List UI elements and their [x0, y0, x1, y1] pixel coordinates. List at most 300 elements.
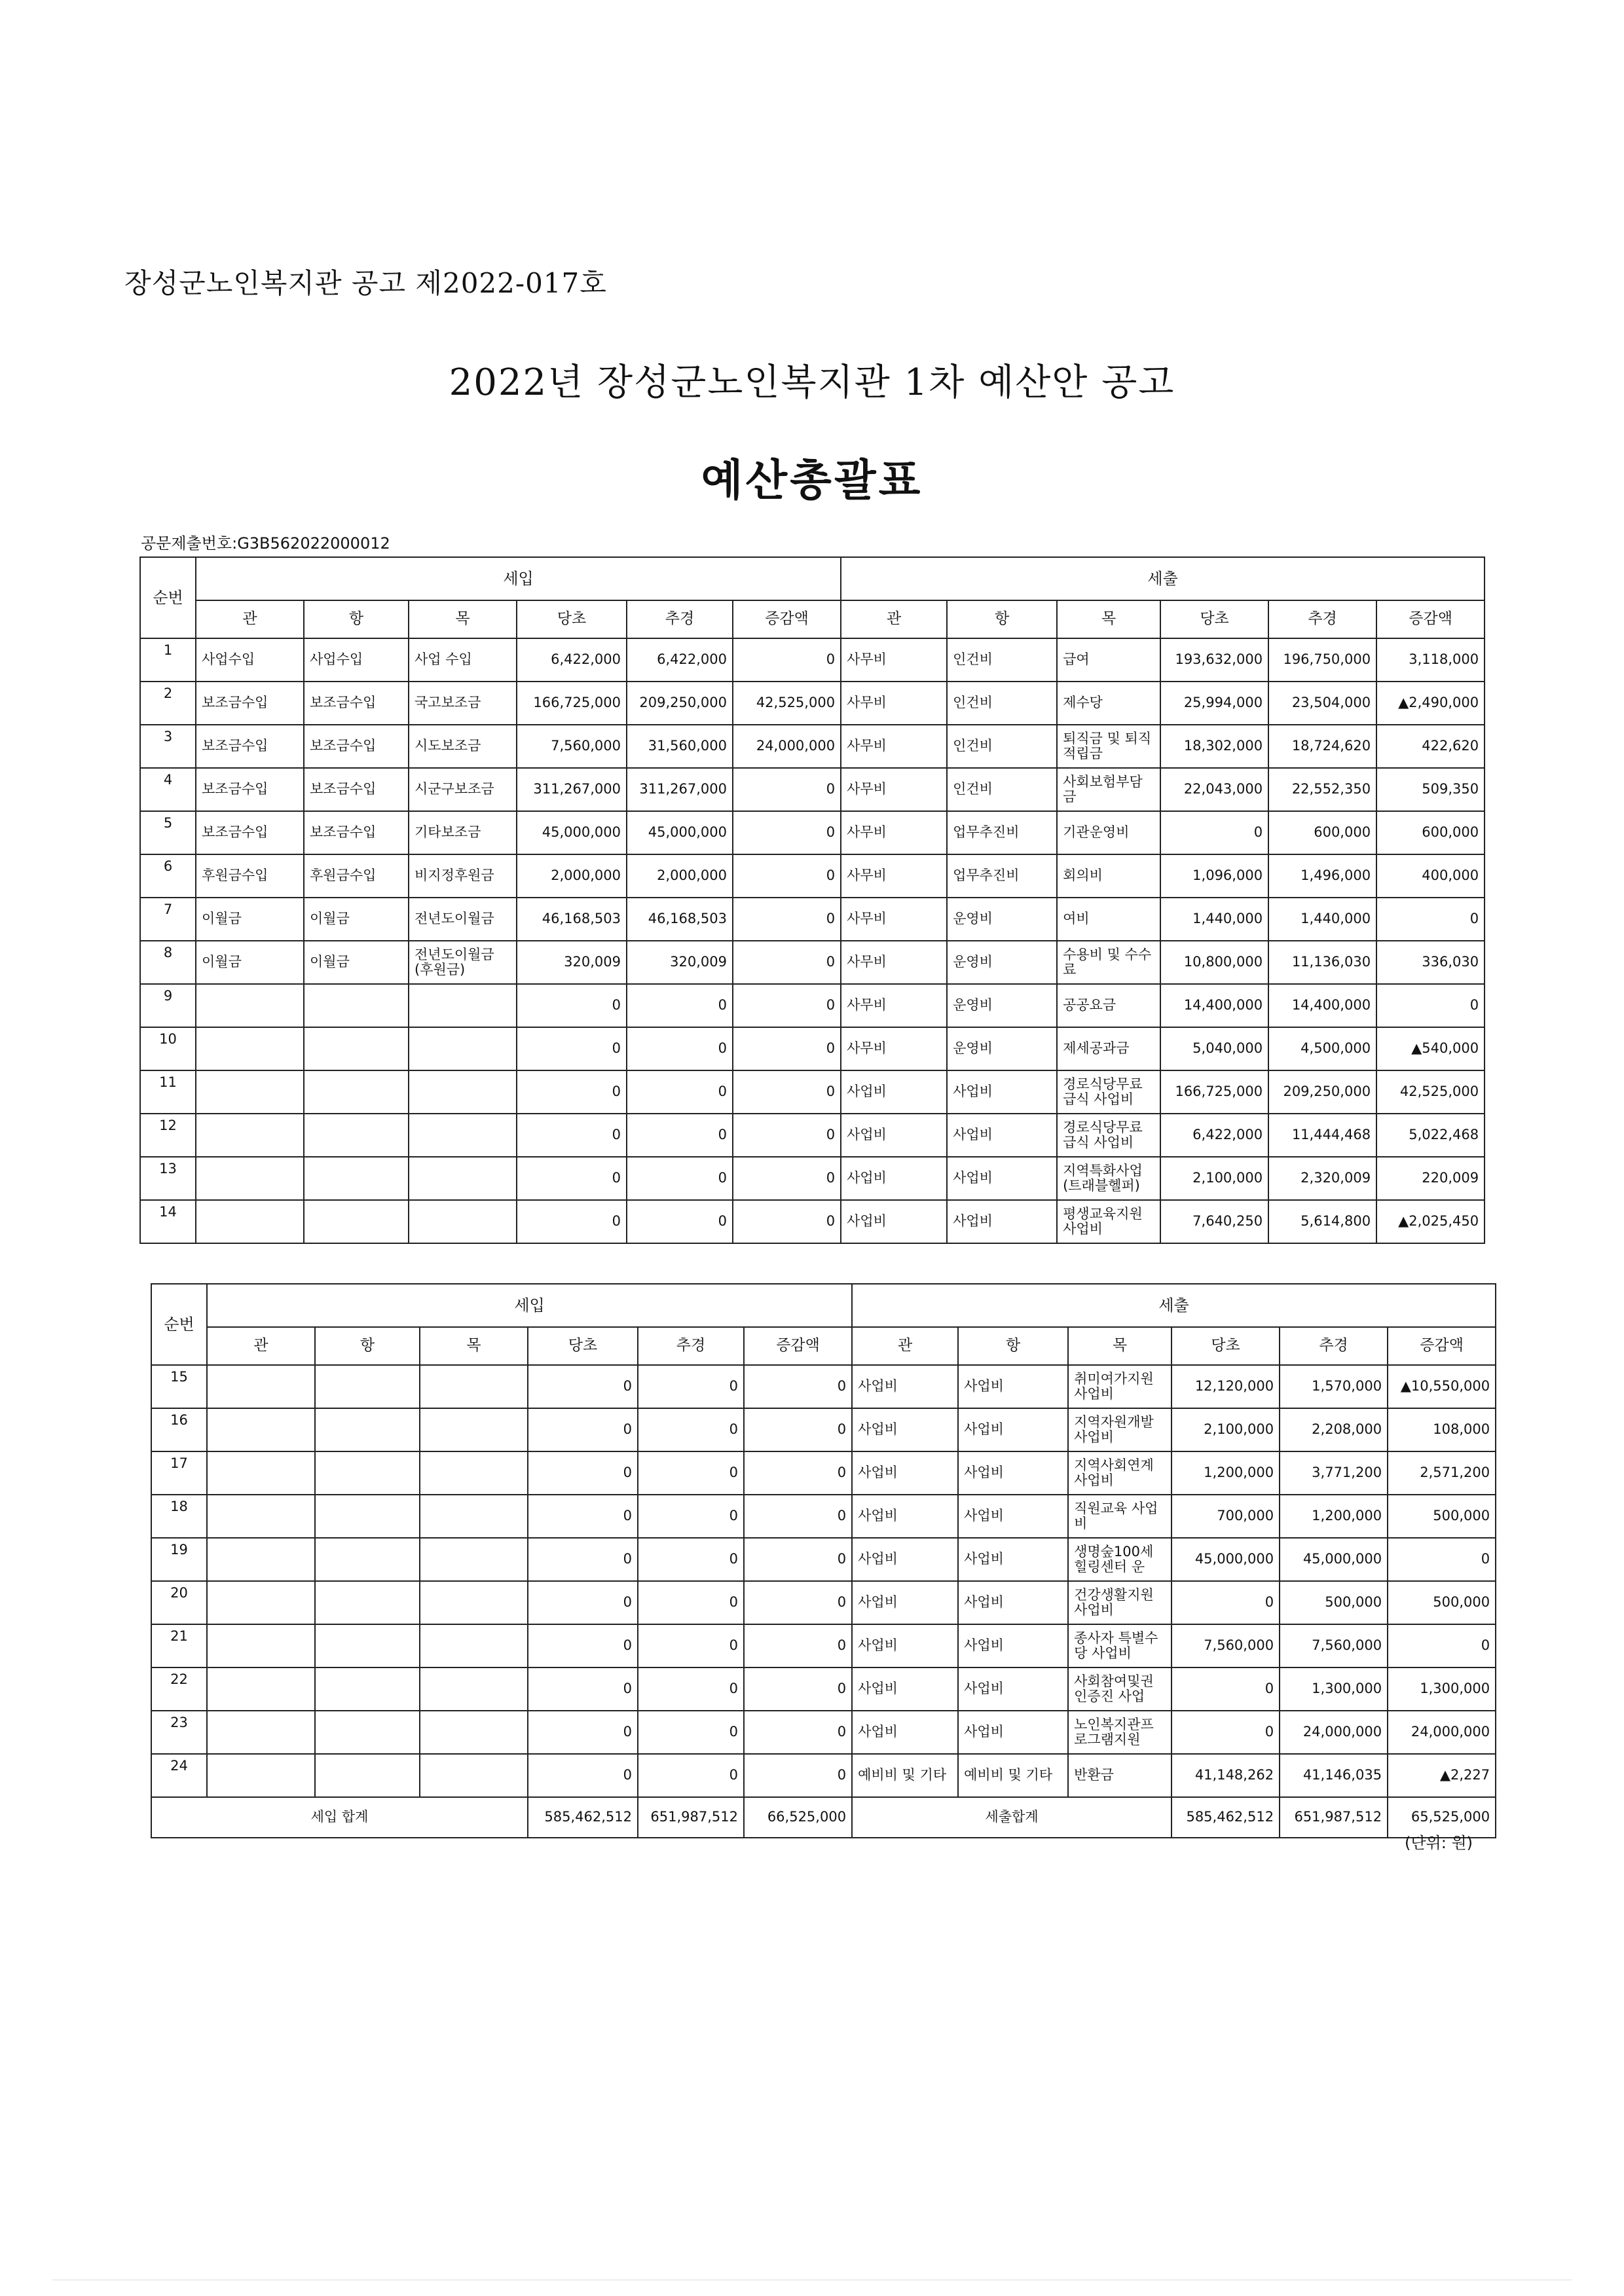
revenue-mok: [420, 1538, 528, 1581]
expenditure-revised: 41,146,035: [1280, 1754, 1388, 1797]
expenditure-hang: 사업비: [958, 1581, 1068, 1624]
expenditure-hang: 사업비: [958, 1624, 1068, 1667]
revenue-mok: [409, 1200, 517, 1243]
row-number: 10: [140, 1027, 196, 1070]
revenue-mok: [420, 1667, 528, 1711]
table-row: [151, 1365, 1496, 1408]
revenue-hang: 이월금: [304, 898, 409, 941]
expenditure-gwan: 사업비: [841, 1114, 947, 1157]
expenditure-gwan: 사무비: [841, 941, 947, 984]
expenditure-gwan: 사업비: [852, 1451, 958, 1495]
revenue-revised: 311,267,000: [627, 768, 733, 811]
row-number: 19: [151, 1538, 207, 1581]
row-number: 23: [151, 1711, 207, 1754]
revenue-gwan: [207, 1451, 315, 1495]
revenue-original: 7,560,000: [517, 725, 627, 768]
revenue-mok: 전년도이월금: [409, 898, 517, 941]
revenue-original: 0: [517, 1114, 627, 1157]
revenue-change: 0: [744, 1365, 852, 1408]
col-header-gwan: 관: [207, 1327, 315, 1365]
expenditure-revised: 22,552,350: [1268, 768, 1376, 811]
revenue-revised: 0: [627, 1157, 733, 1200]
revenue-header: 세입: [196, 557, 841, 600]
revenue-original: 0: [517, 1070, 627, 1114]
expenditure-gwan: 사무비: [841, 768, 947, 811]
expenditure-mok: 공공요금: [1057, 984, 1160, 1027]
revenue-gwan: [207, 1754, 315, 1797]
revenue-mok: 시도보조금: [409, 725, 517, 768]
row-number: 18: [151, 1495, 207, 1538]
expenditure-hang: 사업비: [947, 1070, 1057, 1114]
expenditure-gwan: 사무비: [841, 682, 947, 725]
revenue-hang: 사업수입: [304, 638, 409, 682]
row-number: 9: [140, 984, 196, 1027]
table-row: [151, 1408, 1496, 1451]
revenue-change: 42,525,000: [733, 682, 841, 725]
expenditure-hang: 사업비: [958, 1711, 1068, 1754]
revenue-mok: [409, 984, 517, 1027]
revenue-hang: 보조금수입: [304, 725, 409, 768]
expenditure-hang: 업무추진비: [947, 854, 1057, 898]
expenditure-original: 22,043,000: [1160, 768, 1268, 811]
col-header-change: 증감액: [1388, 1327, 1496, 1365]
col-header-mok: 목: [1068, 1327, 1172, 1365]
table-row: [140, 984, 1485, 1027]
row-number: 3: [140, 725, 196, 768]
col-header-original: 당초: [528, 1327, 638, 1365]
revenue-change: 0: [744, 1581, 852, 1624]
revenue-total-change: 66,525,000: [744, 1797, 852, 1838]
expenditure-change: 220,009: [1376, 1157, 1485, 1200]
revenue-hang: [315, 1667, 420, 1711]
expenditure-change: 2,571,200: [1388, 1451, 1496, 1495]
revenue-change: 0: [733, 811, 841, 854]
revenue-gwan: 보조금수입: [196, 682, 304, 725]
revenue-mok: [420, 1408, 528, 1451]
col-header-revised: 추경: [1268, 600, 1376, 638]
expenditure-mok: 제세공과금: [1057, 1027, 1160, 1070]
expenditure-revised: 24,000,000: [1280, 1711, 1388, 1754]
revenue-gwan: [207, 1667, 315, 1711]
revenue-gwan: [196, 1157, 304, 1200]
expenditure-gwan: 사무비: [841, 811, 947, 854]
revenue-hang: [304, 984, 409, 1027]
expenditure-change: ▲540,000: [1376, 1027, 1485, 1070]
expenditure-hang: 인건비: [947, 725, 1057, 768]
revenue-original: 0: [528, 1408, 638, 1451]
revenue-gwan: 이월금: [196, 941, 304, 984]
row-number: 15: [151, 1365, 207, 1408]
revenue-header: 세입: [207, 1284, 852, 1327]
revenue-change: 0: [733, 984, 841, 1027]
col-header-gwan: 관: [852, 1327, 958, 1365]
revenue-hang: 보조금수입: [304, 682, 409, 725]
table-row: [140, 1157, 1485, 1200]
row-number: 11: [140, 1070, 196, 1114]
expenditure-gwan: 사업비: [852, 1711, 958, 1754]
revenue-original: 0: [517, 984, 627, 1027]
revenue-revised: 0: [627, 1114, 733, 1157]
revenue-revised: 0: [627, 984, 733, 1027]
expenditure-original: 7,640,250: [1160, 1200, 1268, 1243]
row-number: 17: [151, 1451, 207, 1495]
expenditure-change: 400,000: [1376, 854, 1485, 898]
expenditure-change: 0: [1376, 984, 1485, 1027]
expenditure-revised: 23,504,000: [1268, 682, 1376, 725]
totals-row: [151, 1797, 1496, 1838]
expenditure-hang: 인건비: [947, 638, 1057, 682]
revenue-gwan: [207, 1365, 315, 1408]
row-number: 22: [151, 1667, 207, 1711]
expenditure-mok: 제수당: [1057, 682, 1160, 725]
revenue-change: 0: [733, 1157, 841, 1200]
revenue-change: 0: [744, 1538, 852, 1581]
table-row: [140, 725, 1485, 768]
expenditure-change: 336,030: [1376, 941, 1485, 984]
expenditure-gwan: 사무비: [841, 725, 947, 768]
expenditure-mok: 지역사회연계사업비: [1068, 1451, 1172, 1495]
expenditure-mok: 회의비: [1057, 854, 1160, 898]
expenditure-original: 12,120,000: [1172, 1365, 1280, 1408]
expenditure-total-original: 585,462,512: [1172, 1797, 1280, 1838]
revenue-change: 0: [744, 1495, 852, 1538]
revenue-hang: 보조금수입: [304, 768, 409, 811]
expenditure-mok: 경로식당무료급식 사업비: [1057, 1114, 1160, 1157]
revenue-hang: [304, 1200, 409, 1243]
revenue-hang: [315, 1408, 420, 1451]
col-header-hang: 항: [315, 1327, 420, 1365]
revenue-mok: 사업 수입: [409, 638, 517, 682]
col-header-mok: 목: [1057, 600, 1160, 638]
revenue-change: 0: [733, 1200, 841, 1243]
revenue-original: 0: [528, 1581, 638, 1624]
expenditure-hang: 운영비: [947, 898, 1057, 941]
expenditure-original: 25,994,000: [1160, 682, 1268, 725]
col-header-mok: 목: [409, 600, 517, 638]
expenditure-original: 2,100,000: [1160, 1157, 1268, 1200]
revenue-gwan: [207, 1581, 315, 1624]
revenue-original: 45,000,000: [517, 811, 627, 854]
expenditure-revised: 11,444,468: [1268, 1114, 1376, 1157]
col-header-original: 당초: [517, 600, 627, 638]
expenditure-original: 5,040,000: [1160, 1027, 1268, 1070]
revenue-original: 0: [528, 1538, 638, 1581]
row-number: 5: [140, 811, 196, 854]
expenditure-total-label: 세출합계: [852, 1797, 1172, 1838]
expenditure-hang: 운영비: [947, 984, 1057, 1027]
revenue-original: 0: [517, 1200, 627, 1243]
expenditure-hang: 운영비: [947, 941, 1057, 984]
revenue-gwan: 이월금: [196, 898, 304, 941]
expenditure-mok: 급여: [1057, 638, 1160, 682]
expenditure-original: 1,440,000: [1160, 898, 1268, 941]
row-number: 21: [151, 1624, 207, 1667]
revenue-change: 0: [733, 768, 841, 811]
revenue-revised: 0: [638, 1581, 744, 1624]
expenditure-revised: 1,200,000: [1280, 1495, 1388, 1538]
revenue-gwan: [207, 1408, 315, 1451]
row-number: 20: [151, 1581, 207, 1624]
expenditure-gwan: 사업비: [841, 1070, 947, 1114]
row-number: 8: [140, 941, 196, 984]
table-row: [140, 1114, 1485, 1157]
revenue-revised: 0: [627, 1200, 733, 1243]
revenue-change: 0: [744, 1711, 852, 1754]
expenditure-original: 2,100,000: [1172, 1408, 1280, 1451]
budget-table-2: [151, 1283, 1496, 1838]
revenue-change: 0: [733, 638, 841, 682]
revenue-change: 0: [733, 898, 841, 941]
revenue-hang: [315, 1711, 420, 1754]
expenditure-revised: 1,440,000: [1268, 898, 1376, 941]
expenditure-mok: 평생교육지원사업비: [1057, 1200, 1160, 1243]
col-header-change: 증감액: [744, 1327, 852, 1365]
table-row: [140, 1070, 1485, 1114]
revenue-revised: 0: [638, 1451, 744, 1495]
revenue-gwan: 보조금수입: [196, 768, 304, 811]
expenditure-gwan: 사업비: [852, 1581, 958, 1624]
expenditure-gwan: 예비비 및 기타: [852, 1754, 958, 1797]
revenue-original: 320,009: [517, 941, 627, 984]
expenditure-total-revised: 651,987,512: [1280, 1797, 1388, 1838]
expenditure-gwan: 사무비: [841, 638, 947, 682]
revenue-hang: [315, 1624, 420, 1667]
revenue-gwan: [196, 1200, 304, 1243]
expenditure-revised: 5,614,800: [1268, 1200, 1376, 1243]
revenue-original: 0: [528, 1495, 638, 1538]
expenditure-gwan: 사업비: [852, 1667, 958, 1711]
expenditure-hang: 예비비 및 기타: [958, 1754, 1068, 1797]
revenue-change: 0: [744, 1451, 852, 1495]
col-header-original: 당초: [1172, 1327, 1280, 1365]
expenditure-change: 0: [1388, 1538, 1496, 1581]
row-number: 6: [140, 854, 196, 898]
row-number: 24: [151, 1754, 207, 1797]
table-row: [140, 854, 1485, 898]
revenue-revised: 46,168,503: [627, 898, 733, 941]
expenditure-revised: 11,136,030: [1268, 941, 1376, 984]
revenue-original: 311,267,000: [517, 768, 627, 811]
expenditure-revised: 45,000,000: [1280, 1538, 1388, 1581]
expenditure-hang: 인건비: [947, 682, 1057, 725]
revenue-revised: 31,560,000: [627, 725, 733, 768]
revenue-mok: [420, 1365, 528, 1408]
revenue-gwan: [196, 984, 304, 1027]
expenditure-revised: 1,570,000: [1280, 1365, 1388, 1408]
expenditure-mok: 생명숲100세힐링센터 운: [1068, 1538, 1172, 1581]
revenue-original: 0: [528, 1754, 638, 1797]
expenditure-hang: 사업비: [958, 1451, 1068, 1495]
table-row: [140, 898, 1485, 941]
col-header-revised: 추경: [627, 600, 733, 638]
revenue-mok: [409, 1070, 517, 1114]
expenditure-hang: 업무추진비: [947, 811, 1057, 854]
expenditure-original: 1,200,000: [1172, 1451, 1280, 1495]
col-header-original: 당초: [1160, 600, 1268, 638]
expenditure-revised: 3,771,200: [1280, 1451, 1388, 1495]
revenue-original: 0: [517, 1027, 627, 1070]
col-header-change: 증감액: [1376, 600, 1485, 638]
revenue-change: 0: [744, 1667, 852, 1711]
revenue-revised: 0: [638, 1365, 744, 1408]
row-number: 1: [140, 638, 196, 682]
expenditure-revised: 1,300,000: [1280, 1667, 1388, 1711]
revenue-hang: [304, 1114, 409, 1157]
revenue-original: 0: [528, 1667, 638, 1711]
expenditure-gwan: 사무비: [841, 854, 947, 898]
revenue-original: 0: [528, 1711, 638, 1754]
table-row: [151, 1538, 1496, 1581]
revenue-revised: 209,250,000: [627, 682, 733, 725]
expenditure-hang: 사업비: [958, 1667, 1068, 1711]
revenue-revised: 0: [638, 1667, 744, 1711]
table-row: [151, 1754, 1496, 1797]
table-row: [151, 1711, 1496, 1754]
expenditure-mok: 직원교육 사업비: [1068, 1495, 1172, 1538]
expenditure-change: 42,525,000: [1376, 1070, 1485, 1114]
expenditure-revised: 500,000: [1280, 1581, 1388, 1624]
revenue-mok: [420, 1495, 528, 1538]
document-subtitle: 예산총괄표: [701, 455, 923, 505]
expenditure-change: 500,000: [1388, 1495, 1496, 1538]
expenditure-gwan: 사무비: [841, 1027, 947, 1070]
row-number: 7: [140, 898, 196, 941]
notice-number: 장성군노인복지관 공고 제2022-017호: [124, 267, 607, 299]
expenditure-mok: 건강생활지원사업비: [1068, 1581, 1172, 1624]
expenditure-change: 500,000: [1388, 1581, 1496, 1624]
expenditure-gwan: 사업비: [841, 1157, 947, 1200]
table-row: [140, 811, 1485, 854]
expenditure-original: 0: [1172, 1667, 1280, 1711]
expenditure-change: ▲2,490,000: [1376, 682, 1485, 725]
table-row: [140, 682, 1485, 725]
seq-header: 순번: [140, 557, 196, 638]
expenditure-original: 10,800,000: [1160, 941, 1268, 984]
expenditure-hang: 운영비: [947, 1027, 1057, 1070]
revenue-revised: 0: [638, 1624, 744, 1667]
revenue-original: 46,168,503: [517, 898, 627, 941]
expenditure-mok: 반환금: [1068, 1754, 1172, 1797]
revenue-original: 6,422,000: [517, 638, 627, 682]
revenue-revised: 0: [638, 1408, 744, 1451]
unit-note: (단위: 원): [1405, 1834, 1473, 1852]
row-number: 12: [140, 1114, 196, 1157]
revenue-original: 166,725,000: [517, 682, 627, 725]
expenditure-change: 3,118,000: [1376, 638, 1485, 682]
revenue-hang: [315, 1538, 420, 1581]
expenditure-gwan: 사업비: [841, 1200, 947, 1243]
revenue-gwan: [207, 1495, 315, 1538]
revenue-hang: 후원금수입: [304, 854, 409, 898]
revenue-revised: 320,009: [627, 941, 733, 984]
revenue-change: 0: [733, 854, 841, 898]
document-title: 2022년 장성군노인복지관 1차 예산안 공고: [449, 361, 1175, 404]
revenue-gwan: [207, 1538, 315, 1581]
revenue-mok: 비지정후원금: [409, 854, 517, 898]
revenue-mok: [409, 1157, 517, 1200]
expenditure-mok: 퇴직금 및 퇴직적립금: [1057, 725, 1160, 768]
revenue-hang: [304, 1157, 409, 1200]
revenue-mok: 국고보조금: [409, 682, 517, 725]
revenue-change: 0: [733, 941, 841, 984]
revenue-gwan: [196, 1027, 304, 1070]
expenditure-change: 5,022,468: [1376, 1114, 1485, 1157]
expenditure-revised: 196,750,000: [1268, 638, 1376, 682]
col-header-gwan: 관: [841, 600, 947, 638]
revenue-revised: 0: [638, 1754, 744, 1797]
revenue-change: 0: [744, 1408, 852, 1451]
revenue-gwan: [196, 1114, 304, 1157]
revenue-gwan: 보조금수입: [196, 725, 304, 768]
revenue-change: 0: [733, 1114, 841, 1157]
expenditure-gwan: 사업비: [852, 1408, 958, 1451]
expenditure-header: 세출: [841, 557, 1485, 600]
revenue-original: 0: [528, 1624, 638, 1667]
table-2-body: [151, 1365, 1496, 1797]
seq-header: 순번: [151, 1284, 207, 1365]
col-header-hang: 항: [947, 600, 1057, 638]
revenue-total-label: 세입 합계: [151, 1797, 528, 1838]
revenue-hang: [315, 1451, 420, 1495]
expenditure-mok: 사회보험부담금: [1057, 768, 1160, 811]
expenditure-mok: 지역특화사업 (트래블헬퍼): [1057, 1157, 1160, 1200]
revenue-total-revised: 651,987,512: [638, 1797, 744, 1838]
revenue-change: 0: [733, 1070, 841, 1114]
expenditure-hang: 사업비: [958, 1538, 1068, 1581]
revenue-revised: 0: [627, 1027, 733, 1070]
expenditure-change: ▲2,227: [1388, 1754, 1496, 1797]
revenue-hang: [315, 1581, 420, 1624]
expenditure-change: 509,350: [1376, 768, 1485, 811]
expenditure-gwan: 사업비: [852, 1365, 958, 1408]
revenue-original: 0: [528, 1365, 638, 1408]
expenditure-mok: 여비: [1057, 898, 1160, 941]
revenue-revised: 0: [638, 1711, 744, 1754]
expenditure-original: 0: [1160, 811, 1268, 854]
expenditure-gwan: 사업비: [852, 1624, 958, 1667]
revenue-mok: 기타보조금: [409, 811, 517, 854]
revenue-change: 0: [733, 1027, 841, 1070]
table-1-body: [140, 638, 1485, 1243]
expenditure-gwan: 사무비: [841, 984, 947, 1027]
revenue-gwan: [196, 1070, 304, 1114]
revenue-mok: [409, 1114, 517, 1157]
revenue-original: 0: [517, 1157, 627, 1200]
expenditure-revised: 14,400,000: [1268, 984, 1376, 1027]
revenue-hang: [315, 1495, 420, 1538]
revenue-gwan: [207, 1624, 315, 1667]
expenditure-change: 0: [1376, 898, 1485, 941]
col-header-hang: 항: [958, 1327, 1068, 1365]
expenditure-change: 422,620: [1376, 725, 1485, 768]
expenditure-hang: 인건비: [947, 768, 1057, 811]
revenue-hang: [304, 1027, 409, 1070]
revenue-mok: [420, 1624, 528, 1667]
expenditure-mok: 사회참여및권인증진 사업: [1068, 1667, 1172, 1711]
doc-submission-number: 공문제출번호:G3B562022000012: [141, 534, 390, 553]
revenue-revised: 0: [627, 1070, 733, 1114]
revenue-hang: [315, 1365, 420, 1408]
expenditure-hang: 사업비: [958, 1408, 1068, 1451]
table-row: [140, 1200, 1485, 1243]
row-number: 16: [151, 1408, 207, 1451]
table-row: [140, 941, 1485, 984]
expenditure-original: 14,400,000: [1160, 984, 1268, 1027]
table-row: [151, 1495, 1496, 1538]
col-header-gwan: 관: [196, 600, 304, 638]
revenue-hang: [304, 1070, 409, 1114]
revenue-revised: 6,422,000: [627, 638, 733, 682]
